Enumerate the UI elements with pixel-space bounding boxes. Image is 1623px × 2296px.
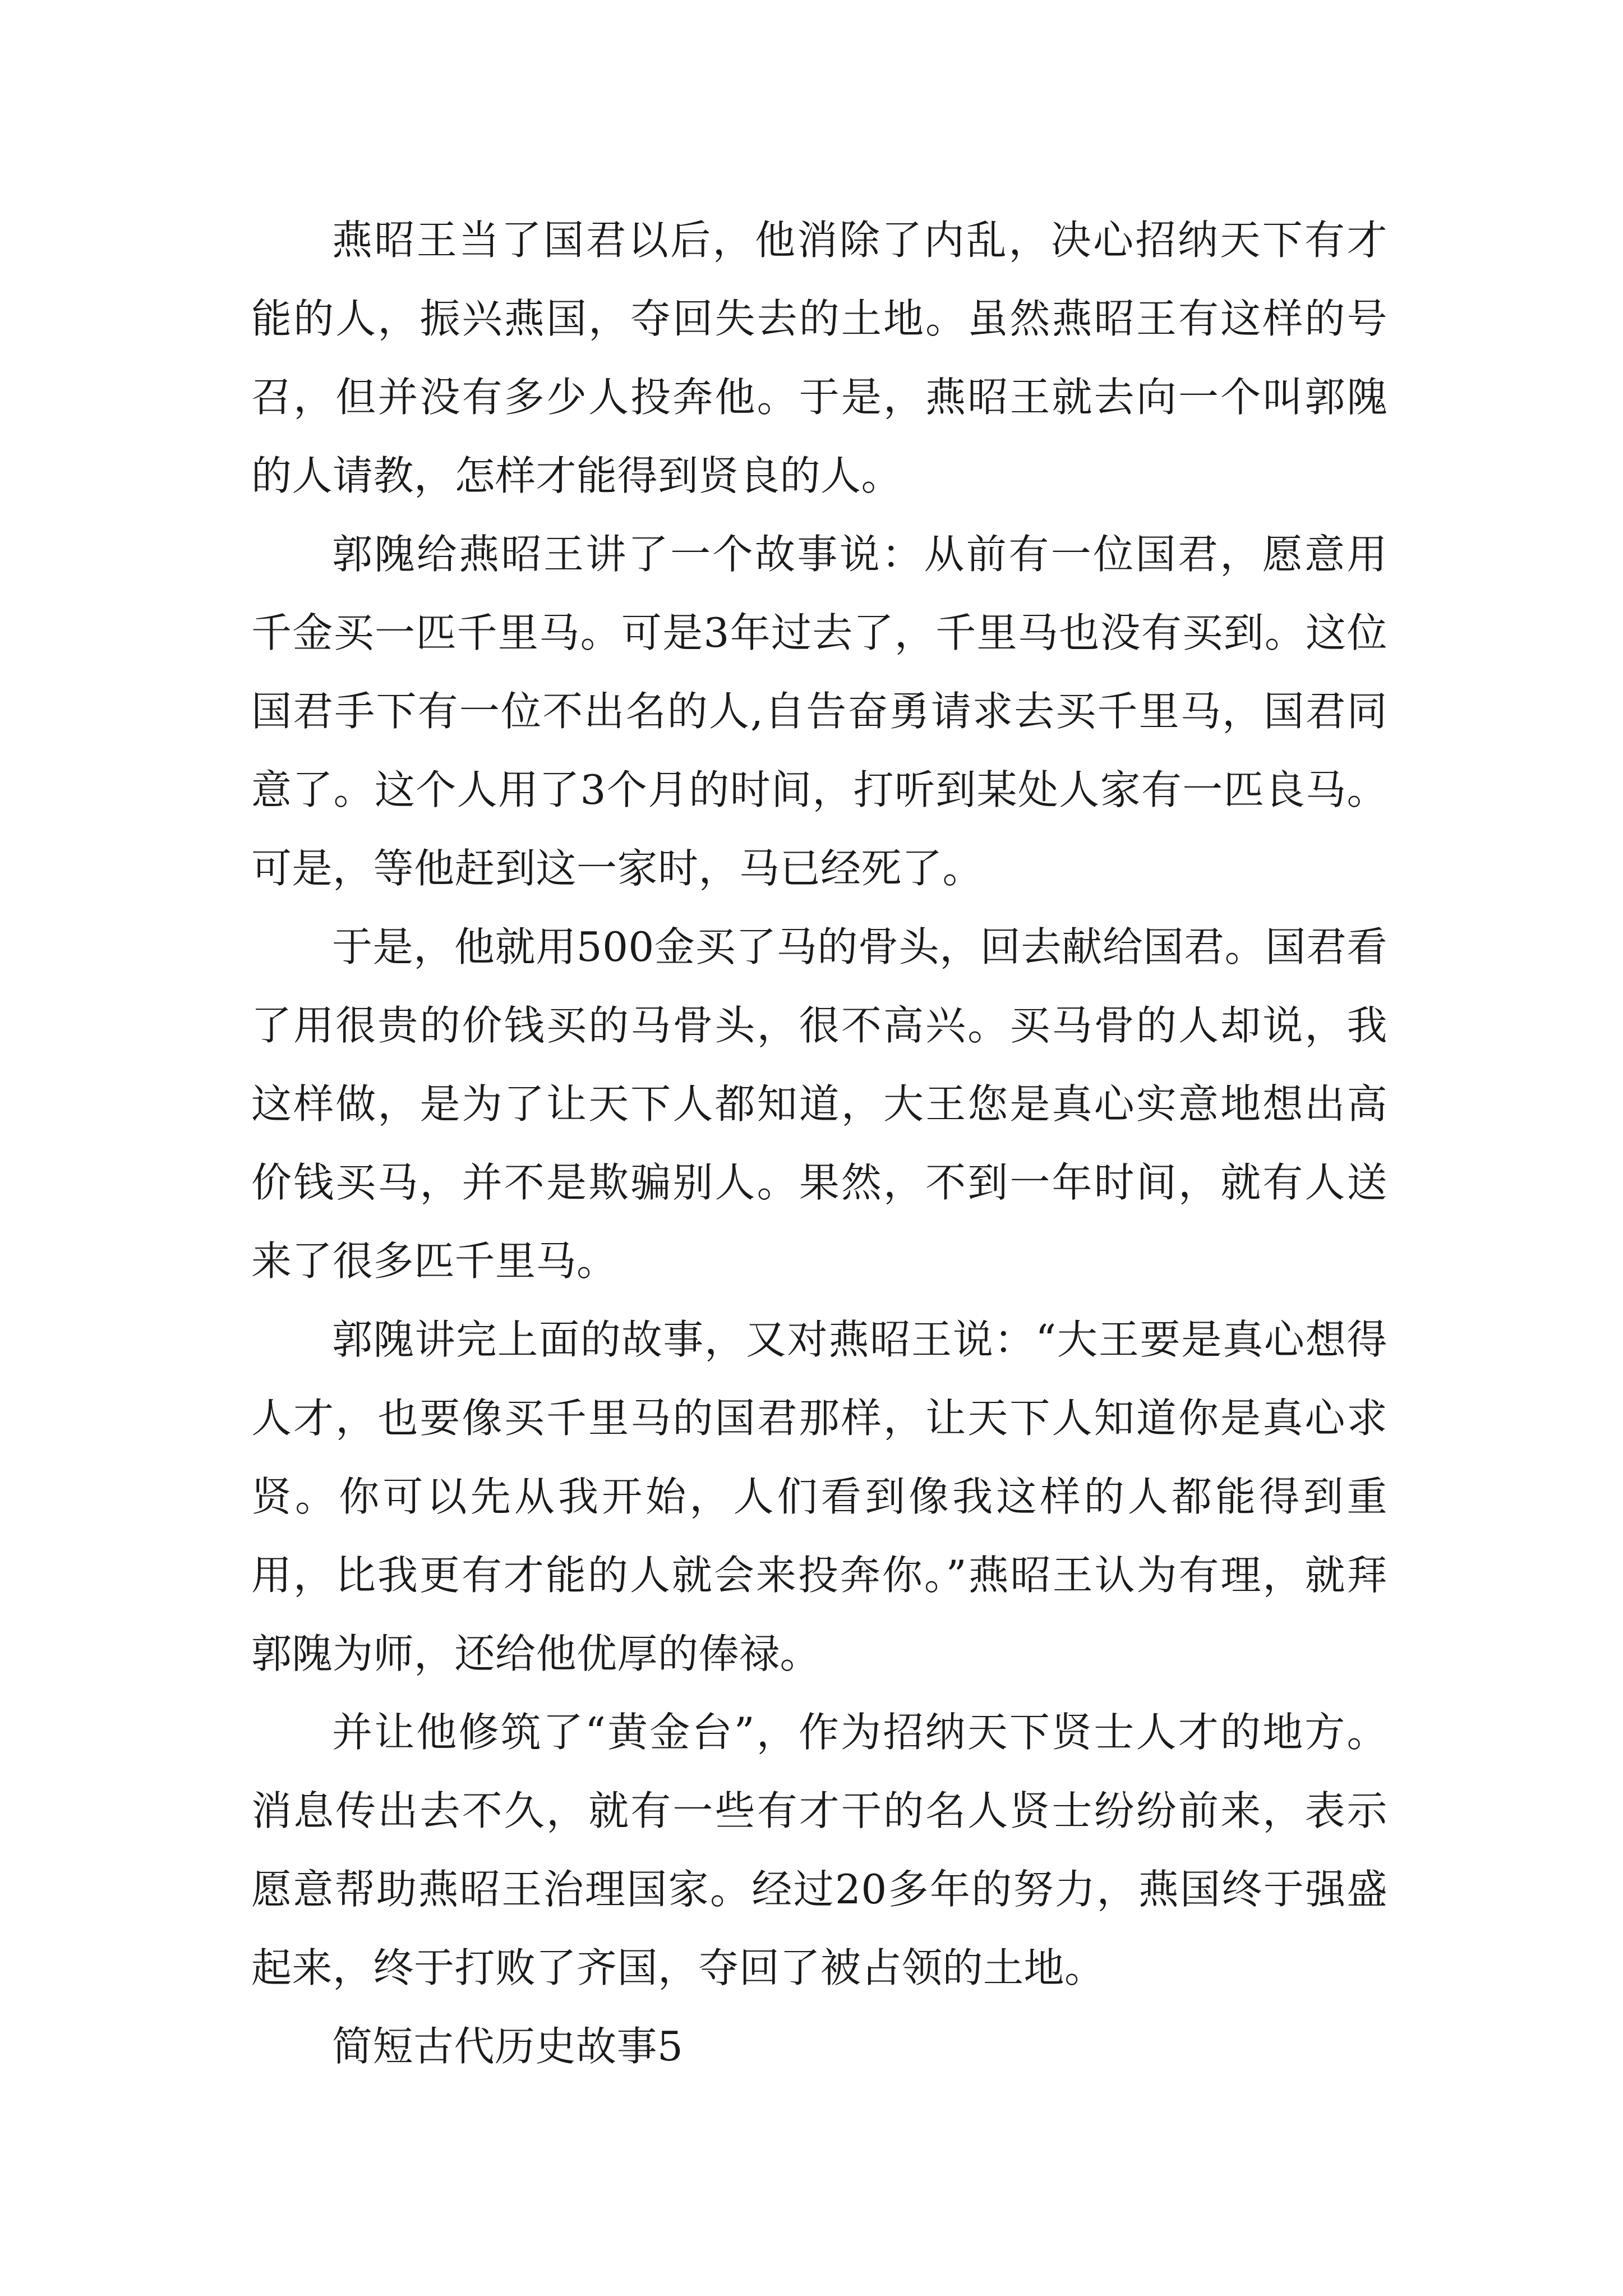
paragraph-1: 燕昭王当了国君以后，他消除了内乱，决心招纳天下有才能的人，振兴燕国，夺回失去的土地。虽然燕昭王有这样的号召，但并没有多少人投奔他。于是，燕昭王就去向一个叫郭隗的人请教，怎样才能得到贤良的人。 [251, 217, 1387, 499]
paragraph-5: 并让他修筑了“黄金台”，作为招纳天下贤士人才的地方。消息传出去不久，就有一些有才干的名人贤士纷纷前来，表示愿意帮助燕昭王治理国家。经过20多年的努力，燕国终于强盛起来，终于打败了齐国，夺回了被占领的土地。 [251, 1709, 1387, 1991]
document-body [251, 201, 1387, 2086]
paragraph-2: 郭隗给燕昭王讲了一个故事说：从前有一位国君，愿意用千金买一匹千里马。可是3年过去了，千里马也没有买到。这位国君手下有一位不出名的人,自告奋勇请求去买千里马，国君同意了。这个人用了3个月的时间，打听到某处人家有一匹良马。可是，等他赶到这一家时，马已经死了。 [251, 531, 1387, 892]
section-heading: 简短古代历史故事5 [332, 2023, 684, 2070]
paragraph-4: 郭隗讲完上面的故事，又对燕昭王说：“大王要是真心想得人才，也要像买千里马的国君那样，让天下人知道你是真心求贤。你可以先从我开始，人们看到像我这样的人都能得到重用，比我更有才能的人就会来投奔你。”燕昭王认为有理，就拜郭隗为师，还给他优厚的俸禄。 [251, 1316, 1387, 1677]
paragraph-3: 于是，他就用500金买了马的骨头，回去献给国君。国君看了用很贵的价钱买的马骨头，很不高兴。买马骨的人却说，我这样做，是为了让天下人都知道，大王您是真心实意地想出高价钱买马，并不是欺骗别人。果然，不到一年时间，就有人送来了很多匹千里马。 [251, 923, 1387, 1285]
